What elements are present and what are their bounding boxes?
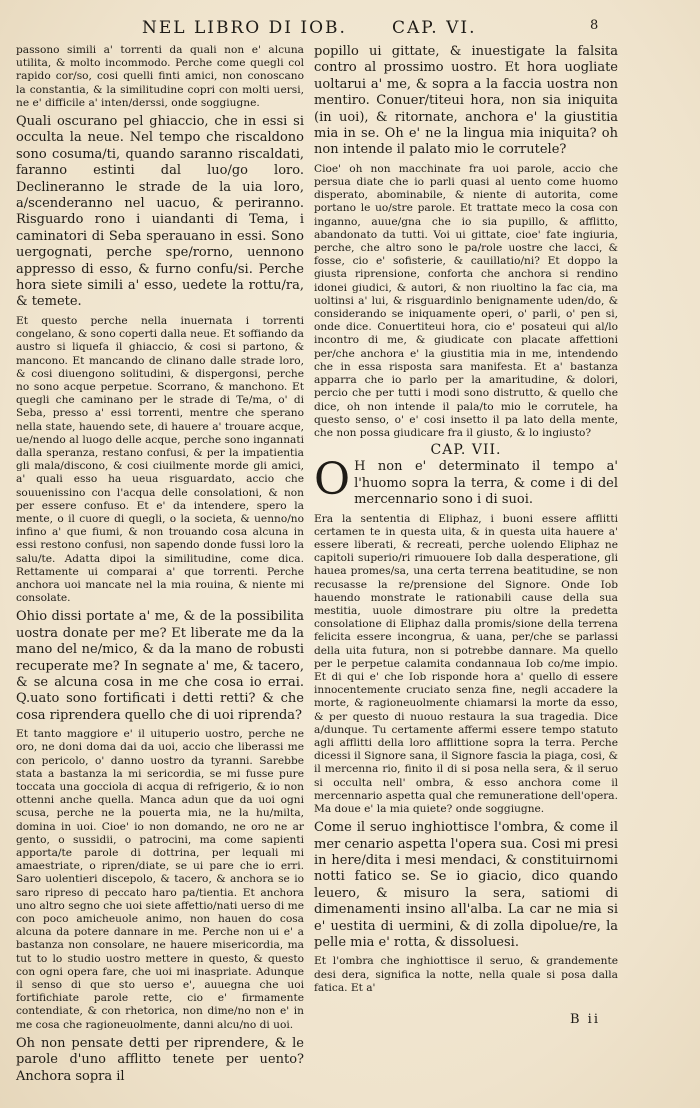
folio-number: 8: [590, 18, 601, 33]
right-paragraph-1: popillo ui gittate, & inuestigate la falsita contro al prossimo uostro. Et hora uogliate uoltarui a' me, & sopra a la faccia uostra non mentiro. Conuer/titeui hora, non sia iniquita (in uoi), & ritornate, anchora e' la giustitia mia in se. Oh e' ne la lingua mia iniquita? oh non intende il palato mio le corrutele?: [314, 44, 618, 158]
right-paragraph-3: Era la sententia di Eliphaz, i buoni essere afflitti certamen te in questa uita, & in questa uita hauere a' essere liberati, & recreati, perche uolendo Eliphaz ne capitoli superio/ri rimuouere Iob dalla desperatione, gli hauea promes/sa, una certa terrena beatitudine, se non recusasse la re/prensione del Signore. Onde Iob hauendo monstrate le rationabili cause della sua mestitia, uuole dimostrare piu oltre la predetta consolatione di Eliphaz dalla promis/sione della terrena felicita essere incongrua, & uana, per/che se parlassi della uita futura, non si potrebbe dannare. Ma quello per le perpetue calamita condannaua Iob co/me impio. Et di qui e' che Iob risponde hora a' quello di essere innocentemente cruciato senza fine, negli accadere la morte, & ragioneuolmente chiamarsi la morte da esso, & per questo di nuouo restaura la sua tragedia. Dice a/dunque. Tu certamente affermi essere tempo statuto agli afflitti della loro afflittione sopra la terra. Perche dicessi il Signore sana, il Signore fascia la piaga, cosi, & il mercenna rio, finito il di si posa nella sera, & il seruo si occulta nell' ombra, & esso anchora come il mercennario aspetta qual che remuneratione dell'opera. Ma doue e' la mia quiete? onde soggiugne.: [314, 512, 618, 815]
left-text-column: [16, 44, 304, 1084]
left-paragraph-1: passono simili a' torrenti da quali non e' alcuna utilita, & molto incommodo. Perche come quegli col rapido cor/so, cosi quelli finti amici, non conoscano la constantia, & la similitudine copri con molti uersi, ne e' difficile a' inten/derssi, onde soggiugne.: [16, 44, 304, 109]
drop-cap-initial: O: [314, 454, 351, 506]
chapter-heading: CAP. VII.: [430, 442, 502, 459]
running-head: [0, 18, 700, 42]
left-paragraph-5: Et tanto maggiore e' il uituperio uostro, perche ne oro, ne doni doma dai da uoi, accio che liberassi me con pericolo, o' danno uostro da tyranni. Sarebbe stata a bastanza la mi sericordia, se mi fusse pure toccata una gocciola di acqua di refrigerio, & io non ottenni anche quella. Manca adun que da uoi ogni scusa, perche ne la pouerta mia, ne la hu/milta, domina in uoi. Cioe' io non domando, ne oro ne ar gento, o sussidii, o patrocini, ma come sapienti apporta/te parole di dottrina, per lequali mi amaestriate, o ripren/diate, se ui pare che io erri. Saro uolentieri discepolo, & tacero, & anchora se io saro ripreso di peccato haro pa/tientia. Et anchora uno altro segno che uoi siete affettio/nati uerso di me con poco amicheuole animo, non hauen do cosa alcuna da potere dannare in me. Perche non ui e' a bastanza non consolare, ne hauere misericordia, ma tut to lo studio uostro mettere in questo, & questo con ogni opera fare, che uoi mi inaspriate. Adunque il senso di que sto uerso e', auuegna che uoi fortifichiate parole rette, cio e' firmamente contendiate, & con rhetorica, non dime/no non e' in me cosa che ragioneuolmente, danni alcu/no di uoi.: [16, 728, 304, 1031]
left-paragraph-2: Quali oscurano pel ghiaccio, che in essi si occulta la neue. Nel tempo che riscaldono sono cosuma/ti, quando saranno riscaldati, faranno estinti dal luo/go loro. Declineranno le strade de la uia loro, a/scenderanno nel uacuo, & periranno. Risguardo rono i uiandanti di Tema, i caminatori di Seba sperauano in essi. Sono uergognati, perche spe/rorno, uennono appresso di esso, & furno confu/si. Perche hora siete simili a' esso, uedete la rottu/ra, & temete.: [16, 114, 304, 310]
right-paragraph-4: Come il seruo inghiottisce l'ombra, & come il mer cenario aspetta l'opera sua. Cosi mi presi in here/dita i mesi mendaci, & constituirnomi notti fatico se. Se io giacio, dico quando leuero, & misuro la sera, satiomi di dimenamenti insino all'alba. La car ne mia si e' uestita di uermini, & di zolla dipolue/re, la pelle mia e' rotta, & dissoluesi.: [314, 820, 618, 951]
right-paragraph-5: Et l'ombra che inghiottisce il seruo, & grandemente desi dera, significa la notte, nella quale si posa dalla fatica. Et a': [314, 955, 618, 994]
chapter-lead-verse: [314, 454, 618, 508]
chapter-lead-text: H non e' determinato il tempo a' l'huomo sopra la terra, & come i di del mercennario sono i di suoi.: [354, 459, 618, 508]
signature-mark: B ii: [570, 1012, 601, 1027]
left-paragraph-4: Ohio dissi portate a' me, & de la possibilita uostra donate per me? Et liberate me da la mano del ne/mico, & da la mano de robusti recuperate me? In segnate a' me, & tacero, & se alcuna cosa in me che cosa io errai. Q.uato sono fortificati i detti retti? & che cosa riprendera quello che di uoi riprenda?: [16, 609, 304, 723]
left-paragraph-6: Oh non pensate detti per riprendere, & le parole d'uno afflitto tenete per uento? Anchora sopra il: [16, 1035, 304, 1084]
left-paragraph-3: Et questo perche nella inuernata i torrenti congelano, & sono coperti dalla neue. Et soffiando da austro si liquefa il ghiaccio, & cosi si partono, & mancono. Et mancando de clinano dalle strade loro, & cosi diuengono solitudini, & dispergonsi, perche no sono acque perpetue. Scorrano, & manchono. Et quegli che caminano per le strade di Te/ma, o' di Seba, presso a' essi torrenti, mentre che sperano nella state, hauendo sete, di hauere a' trouare acque, ue/nendo al luogo delle acque, perche sono ingannati dalla speranza, restano confusi, & per la impatientia gli mala/discono, & cosi ciuilmente morde gli amici, a' quali esso ha ueua risguardato, accio che souuenissino con l'acqua delle consolationi, & non per essere confuso. Et e' da intendere, spero la mente, o il cuore di quegli, o la societa, & uenno/no infino a' que fiumi, & non trouando cosa alcuna in essi restono confusi, non sapendo donde fussi loro la salu/te. Adatta dipoi la similitudine, come dica. Rettamente ui comparai a' que torrenti. Perche anchora uoi mancate nel la mia rouina, & niente mi consolate.: [16, 314, 304, 605]
running-head-chapter: CAP. VI.: [392, 18, 477, 38]
running-head-book-title: NEL LIBRO DI IOB.: [142, 18, 347, 38]
right-text-column: [314, 44, 618, 1054]
right-paragraph-2: Cioe' oh non macchinate fra uoi parole, accio che persua diate che io parli quasi al uento come huomo disperato, abominabile, & niente di autorita, come portano le uo/stre parole. Et trattate meco la cosa con inganno, auue/gna che io sia pupillo, & afflitto, abandonato da tutti. Voi ui gittate, cioe' fate ingiuria, perche, che altro sono le pa/role uostre che lacci, & fosse, cio e' sofisterie, & cauillatio/ni? Et doppo la giusta riprensione, conforta che anchora si rendino idonei giudici, & autori, & non riuoltino la fac cia, ma uoltinsi a' lui, & risguardinlo benignamente uden/do, & considerando se iniquamente operi, o' parli, o' pen si, onde dice. Conuertiteui hora, cio e' posateui qui al/lo incontro di me, & giudicate con placate affettioni per/che anchora e' la giustitia mia in me, intendendo che in essa risposta sara manifesta. Et a' bastanza apparra che io parlo per la amaritudine, & dolori, percio che per tutti i modi sono distrutto, & quello che dice, oh non intende il pala/to mio le corrutele, ha questo senso, o' e' cosi insetto il pa lato della mente, che non possa giudicare fra il giusto, & lo ingiusto?: [314, 162, 618, 439]
